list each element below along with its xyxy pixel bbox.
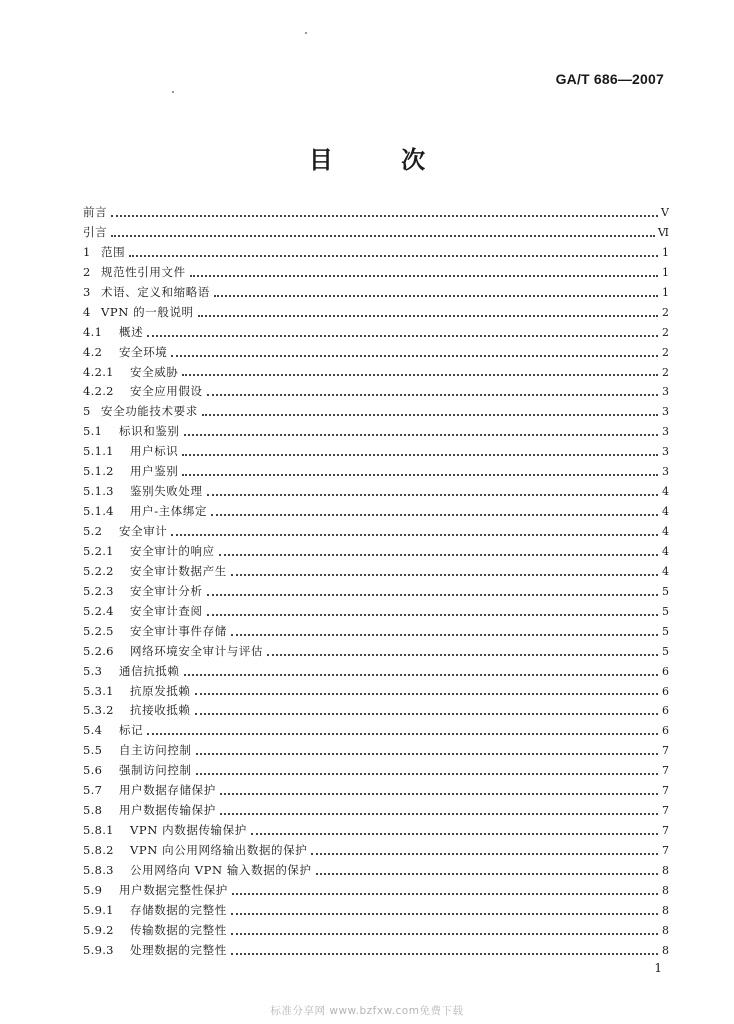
toc-entry-number: 4.2 xyxy=(83,344,103,359)
toc-entry-number: 5.8.3 xyxy=(83,862,114,877)
toc-entry[interactable] xyxy=(83,901,669,921)
toc-dot-leader xyxy=(231,574,658,576)
toc-entry-title: 用户-主体绑定 xyxy=(130,504,208,519)
toc-entry[interactable] xyxy=(83,662,669,682)
toc-dot-leader xyxy=(311,853,658,855)
toc-entry-number: 5.9.2 xyxy=(83,922,114,937)
toc-dot-leader xyxy=(207,494,658,496)
toc-entry-page: 4 xyxy=(662,505,669,519)
toc-entry-number: 4.1 xyxy=(83,324,103,339)
toc-entry[interactable] xyxy=(83,502,669,522)
toc-entry-number: 5.8.1 xyxy=(83,823,114,838)
toc-title: 目 次 xyxy=(308,145,456,174)
toc-entry-page: 3 xyxy=(662,425,669,439)
toc-entry-title: 传输数据的完整性 xyxy=(130,922,227,937)
toc-dot-leader xyxy=(196,773,658,775)
toc-entry-page: 3 xyxy=(662,385,669,399)
toc-dot-leader xyxy=(231,953,658,955)
toc-entry[interactable] xyxy=(83,203,669,223)
toc-entry-page: 2 xyxy=(662,365,669,379)
toc-entry-number: 5.1 xyxy=(83,424,103,439)
toc-dot-leader xyxy=(171,355,658,357)
toc-entry-title: 前言 xyxy=(83,205,108,219)
toc-entry[interactable] xyxy=(83,303,669,323)
toc-entry[interactable] xyxy=(83,701,669,721)
toc-entry-title: 术语、定义和缩略语 xyxy=(101,284,210,299)
toc-entry-number: 5.9.1 xyxy=(83,902,114,917)
toc-entry-page: 7 xyxy=(662,804,669,818)
toc-list xyxy=(83,203,669,961)
scan-speck xyxy=(305,32,307,34)
toc-entry-title: 处理数据的完整性 xyxy=(130,942,227,957)
toc-entry-title: 用户鉴别 xyxy=(130,464,179,479)
toc-entry-number: 5.2.3 xyxy=(83,583,114,598)
toc-entry-number: 5.8.2 xyxy=(83,843,114,857)
toc-entry-page: 8 xyxy=(662,923,669,937)
toc-dot-leader xyxy=(267,654,658,656)
toc-entry-number: 5.2.5 xyxy=(83,623,114,638)
toc-entry[interactable] xyxy=(83,622,669,642)
toc-entry[interactable] xyxy=(83,682,669,702)
page-number: 1 xyxy=(654,961,662,975)
toc-entry-title: 概述 xyxy=(119,324,144,339)
toc-entry-title: 安全功能技术要求 xyxy=(101,404,198,419)
toc-entry[interactable] xyxy=(83,721,669,741)
toc-entry-title: 抗原发抵赖 xyxy=(130,683,191,698)
toc-entry-title: 安全审计 xyxy=(119,524,168,538)
toc-entry-page: 4 xyxy=(662,564,669,578)
toc-entry-number: 5.4 xyxy=(83,723,103,738)
toc-dot-leader xyxy=(198,315,658,317)
toc-entry-title: VPN 向公用网络输出数据的保护 xyxy=(130,843,308,857)
toc-entry[interactable] xyxy=(83,921,669,941)
toc-entry-title: 安全审计查阅 xyxy=(130,603,203,618)
toc-entry-title: 网络环境安全审计与评估 xyxy=(130,643,264,658)
toc-entry-page: 5 xyxy=(662,624,669,638)
toc-entry-number: 5.7 xyxy=(83,783,103,798)
toc-dot-leader xyxy=(195,713,659,715)
toc-dot-leader xyxy=(220,813,658,815)
toc-entry[interactable] xyxy=(83,343,669,363)
toc-dot-leader xyxy=(220,793,658,795)
toc-entry[interactable] xyxy=(83,323,669,343)
standard-code: GA/T 686—2007 xyxy=(555,71,664,87)
toc-entry-number: 3 xyxy=(83,284,91,299)
toc-entry-number: 5 xyxy=(83,404,91,419)
toc-entry-page: 5 xyxy=(662,604,669,618)
toc-entry-title: 用户标识 xyxy=(130,444,179,459)
toc-entry-page: 6 xyxy=(662,684,669,698)
toc-entry-title: 存储数据的完整性 xyxy=(130,902,227,917)
toc-entry-page: 7 xyxy=(662,824,669,838)
toc-dot-leader xyxy=(184,674,659,676)
scan-speck xyxy=(172,91,174,93)
toc-dot-leader xyxy=(232,893,658,895)
toc-entry[interactable] xyxy=(83,263,669,283)
toc-entry[interactable] xyxy=(83,462,669,482)
toc-dot-leader xyxy=(207,394,658,396)
toc-dot-leader xyxy=(147,335,658,337)
toc-entry-number: 5.1.3 xyxy=(83,484,114,499)
toc-entry-page: 7 xyxy=(662,844,669,857)
toc-entry-title: 标记 xyxy=(119,723,144,738)
toc-entry-number: 5.9 xyxy=(83,882,103,897)
toc-entry-page: 2 xyxy=(662,305,669,319)
toc-entry-number: 5.1.4 xyxy=(83,504,114,519)
toc-entry-page: 1 xyxy=(662,285,669,299)
toc-entry[interactable] xyxy=(83,741,669,761)
toc-entry-number: 5.2.1 xyxy=(83,543,114,558)
toc-entry-number: 4.2.2 xyxy=(83,384,114,399)
toc-entry-title: 鉴别失败处理 xyxy=(130,484,203,499)
toc-entry-number: 5.2.6 xyxy=(83,643,114,658)
toc-entry-page: 1 xyxy=(662,265,669,279)
toc-entry[interactable] xyxy=(83,821,669,841)
toc-dot-leader xyxy=(196,753,658,755)
toc-entry-page: 8 xyxy=(662,943,669,957)
toc-entry[interactable] xyxy=(83,363,669,383)
toc-entry-page: 6 xyxy=(662,724,669,738)
toc-entry-page: 1 xyxy=(662,245,669,259)
toc-entry[interactable] xyxy=(83,602,669,622)
toc-dot-leader xyxy=(231,634,658,636)
toc-dot-leader xyxy=(182,374,658,376)
toc-entry-title: 安全环境 xyxy=(119,344,168,359)
toc-entry-title: 用户数据存储保护 xyxy=(119,783,216,798)
toc-entry[interactable] xyxy=(83,861,669,881)
toc-dot-leader xyxy=(231,913,658,915)
toc-entry-number: 5.1.1 xyxy=(83,444,114,459)
toc-entry-page: 6 xyxy=(662,704,669,718)
toc-entry-number: 4.2.1 xyxy=(83,364,114,379)
watermark: 标准分享网 www.bzfxw.com免费下载 xyxy=(270,1005,464,1017)
toc-dot-leader xyxy=(182,454,658,456)
toc-dot-leader xyxy=(219,554,658,556)
toc-entry-page: 5 xyxy=(662,644,669,658)
toc-dot-leader xyxy=(195,693,659,695)
toc-entry-title: 用户数据传输保护 xyxy=(119,803,216,818)
toc-dot-leader xyxy=(207,594,658,596)
toc-dot-leader xyxy=(111,235,655,237)
toc-dot-leader xyxy=(182,474,658,476)
toc-entry-number: 5.2.2 xyxy=(83,563,114,578)
toc-entry-number: 5.1.2 xyxy=(83,464,114,479)
toc-entry-page: 7 xyxy=(662,744,669,758)
toc-entry[interactable] xyxy=(83,442,669,462)
toc-entry-title: 安全威胁 xyxy=(130,364,179,379)
toc-entry-title: 引言 xyxy=(83,224,108,239)
toc-entry-number: 5.5 xyxy=(83,743,103,758)
toc-entry-title: 公用网络向 VPN 输入数据的保护 xyxy=(130,862,312,877)
toc-entry[interactable] xyxy=(83,582,669,602)
toc-entry-page: 4 xyxy=(662,525,669,538)
toc-entry[interactable] xyxy=(83,243,669,263)
toc-entry-title: 自主访问控制 xyxy=(119,743,192,758)
toc-entry-title: 安全审计数据产生 xyxy=(130,563,227,578)
toc-entry-title: 强制访问控制 xyxy=(119,763,192,778)
toc-dot-leader xyxy=(190,275,658,277)
toc-entry-page: 3 xyxy=(662,445,669,459)
toc-entry[interactable] xyxy=(83,841,669,861)
toc-dot-leader xyxy=(251,833,658,835)
toc-dot-leader xyxy=(202,414,658,416)
toc-entry-page: 8 xyxy=(662,863,669,877)
toc-entry-title: 用户数据完整性保护 xyxy=(119,882,228,897)
toc-entry-title: 通信抗抵赖 xyxy=(119,663,180,678)
toc-entry-title: 安全审计的响应 xyxy=(130,543,215,558)
toc-entry[interactable] xyxy=(83,422,669,442)
toc-entry-title: VPN 内数据传输保护 xyxy=(130,823,247,838)
toc-entry-number: 5.3.2 xyxy=(83,703,114,718)
toc-entry[interactable] xyxy=(83,522,669,542)
toc-entry-title: 规范性引用文件 xyxy=(101,264,186,279)
toc-entry-page: 2 xyxy=(662,325,669,339)
toc-entry-title: 安全审计事件存储 xyxy=(130,623,227,638)
toc-entry-page: Ⅵ xyxy=(657,225,669,239)
toc-entry-page: 6 xyxy=(662,664,669,678)
toc-dot-leader xyxy=(214,295,658,297)
toc-entry-number: 5.8 xyxy=(83,803,103,818)
toc-entry[interactable] xyxy=(83,881,669,901)
toc-entry-number: 5.3.1 xyxy=(83,683,114,698)
toc-entry-number: 5.9.3 xyxy=(83,942,114,957)
toc-dot-leader xyxy=(207,614,658,616)
toc-entry[interactable] xyxy=(83,283,669,303)
toc-entry[interactable] xyxy=(83,781,669,801)
toc-entry[interactable] xyxy=(83,542,669,562)
toc-dot-leader xyxy=(147,733,658,735)
toc-entry[interactable] xyxy=(83,482,669,502)
toc-entry-page: 4 xyxy=(662,544,669,558)
toc-entry-page: 7 xyxy=(662,784,669,798)
toc-entry[interactable] xyxy=(83,642,669,662)
toc-entry-number: 1 xyxy=(83,244,91,259)
toc-dot-leader xyxy=(231,933,658,935)
toc-dot-leader xyxy=(184,434,659,436)
toc-entry-number: 5.3 xyxy=(83,663,103,678)
toc-entry-title: 安全应用假设 xyxy=(130,384,203,399)
toc-entry[interactable] xyxy=(83,223,669,243)
toc-entry-title: 抗接收抵赖 xyxy=(130,703,191,718)
toc-dot-leader xyxy=(211,514,658,516)
toc-dot-leader xyxy=(316,873,658,875)
toc-entry[interactable] xyxy=(83,941,669,961)
toc-dot-leader xyxy=(171,534,658,536)
toc-dot-leader xyxy=(129,255,658,257)
toc-entry-page: 7 xyxy=(662,764,669,778)
toc-entry[interactable] xyxy=(83,801,669,821)
toc-entry-page: V xyxy=(661,206,669,219)
toc-entry[interactable] xyxy=(83,562,669,582)
toc-entry-number: 5.2 xyxy=(83,524,103,538)
toc-entry-number: 5.6 xyxy=(83,763,103,778)
toc-entry-number: 5.2.4 xyxy=(83,603,114,618)
toc-dot-leader xyxy=(111,215,658,217)
toc-entry-page: 5 xyxy=(662,584,669,598)
toc-entry-page: 8 xyxy=(662,883,669,897)
toc-entry[interactable] xyxy=(83,382,669,402)
toc-entry-page: 2 xyxy=(662,345,669,359)
toc-entry-page: 3 xyxy=(662,405,669,419)
toc-entry-title: 范围 xyxy=(101,244,126,259)
toc-entry-title: VPN 的一般说明 xyxy=(101,304,194,319)
toc-entry-page: 8 xyxy=(662,903,669,917)
toc-entry-number: 2 xyxy=(83,264,91,279)
toc-entry-number: 4 xyxy=(83,304,91,319)
toc-entry[interactable] xyxy=(83,402,669,422)
toc-entry-title: 安全审计分析 xyxy=(130,583,203,598)
toc-entry-title: 标识和鉴别 xyxy=(119,424,180,439)
toc-entry[interactable] xyxy=(83,761,669,781)
toc-entry-page: 4 xyxy=(662,485,669,499)
toc-entry-page: 3 xyxy=(662,465,669,479)
